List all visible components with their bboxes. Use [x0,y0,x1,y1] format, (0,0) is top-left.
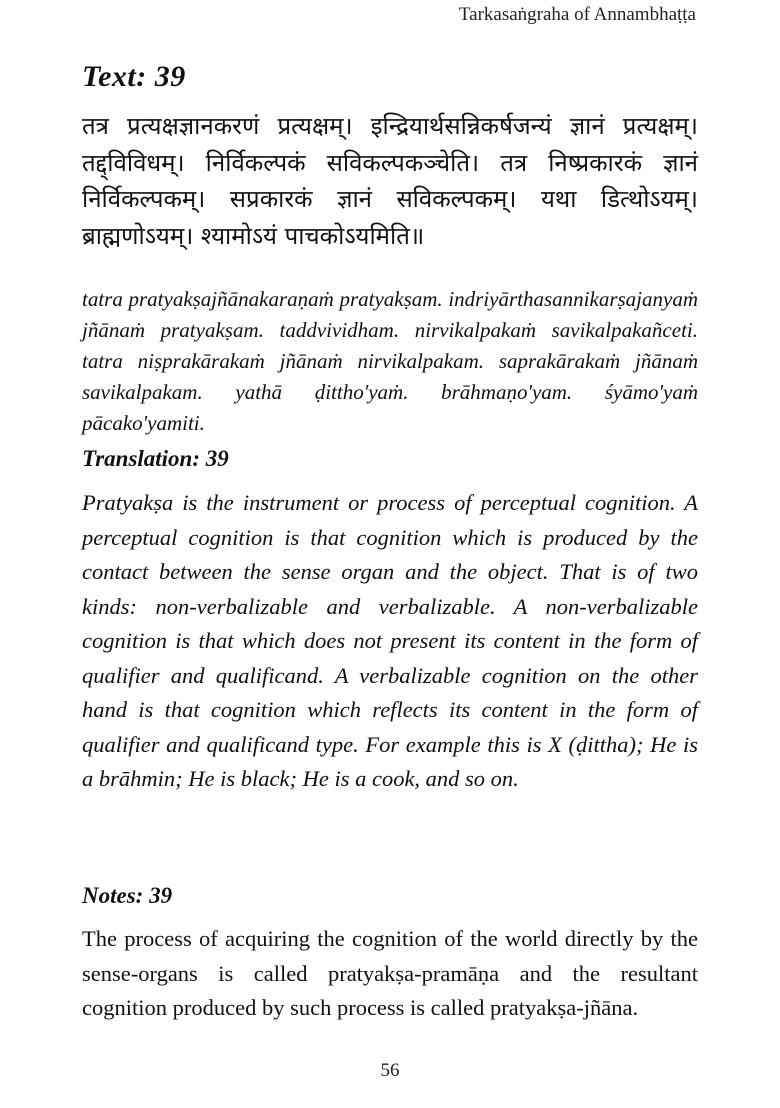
translation-paragraph: Pratyakṣa is the instrument or process of perceptual cognition. A perceptual cognition is that cognition which is produced by the contact between the sense organ and the object. That is of two kinds: non-verbalizable and verbalizable. A non-verbalizable cognition is that which does not present its content in the form of qualifier and qualificand. A verbalizable cognition on the other hand is that cognition which reflects its content in the form of qualifier and qualificand type. For example this is X (ḍittha); He is a brāhmin; He is black; He is a cook, and so on. [82,490,698,791]
running-title: Tarkasaṅgraha of Annambhaṭṭa [458,4,696,25]
page-number: 56 [380,1060,400,1081]
translation-heading: Translation: 39 [82,446,229,471]
sanskrit-verse: तत्र प्रत्यक्षज्ञानकरणं प्रत्यक्षम्। इन्द्रियार्थसन्निकर्षजन्यं ज्ञानं प्रत्यक्षम्। तद्द्विविधम्। निर्विकल्पकं सविकल्पकञ्चेति। तत्र निष्प्रकारकं ज्ञानं निर्विकल्पकम्। सप्रकारकं ज्ञानं सविकल्पकम्। यथा डित्थोऽयम्। ब्राह्मणोऽयम्। श्यामोऽयं पाचकोऽयमिति॥ [82,112,698,250]
transliteration-paragraph: tatra pratyakṣajñānakaraṇaṁ pratyakṣam. indriyārthasannikarṣajanyaṁ jñānaṁ pratyakṣam. taddvividham. nirvikalpakaṁ savikalpakañceti. tatra niṣprakārakaṁ jñānaṁ nirvikalpakam. saprakārakaṁ jñānaṁ savikalpakam. yathā ḍittho'yaṁ. brāhmaṇo'yam. śyāmo'yaṁ pācako'yamiti. [82,287,698,435]
notes-heading: Notes: 39 [82,883,173,908]
text-heading: Text: 39 [82,60,186,93]
notes-paragraph: The process of acquiring the cognition of the world directly by the sense-organs is called pratyakṣa-pramāṇa and the resultant cognition produced by such process is called pratyakṣa-jñāna. [82,926,698,1020]
